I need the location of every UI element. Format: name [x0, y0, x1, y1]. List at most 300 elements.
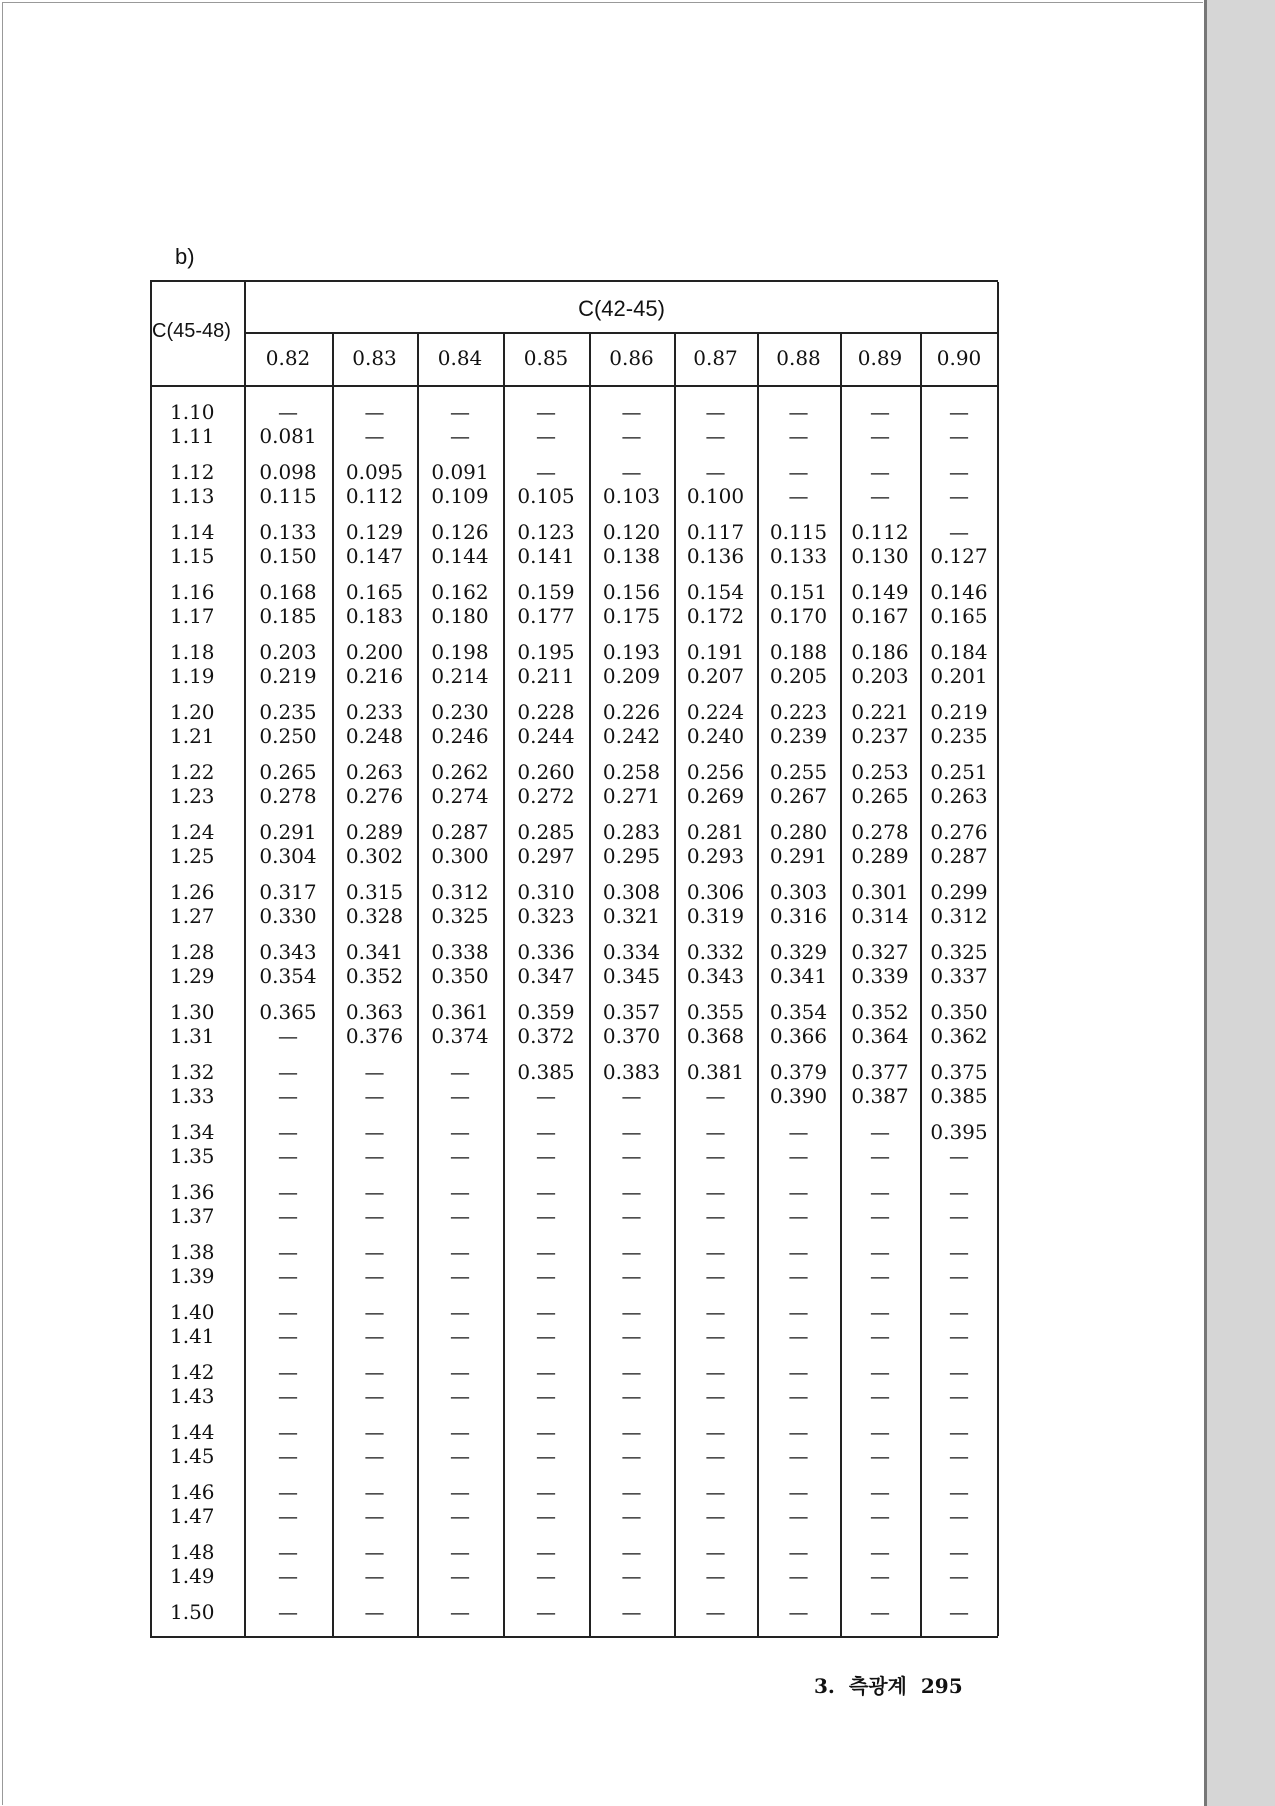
- table-cell: 0.150: [259, 544, 317, 568]
- table-cell: —: [949, 1264, 969, 1288]
- row-label: 1.47: [170, 1504, 215, 1528]
- table-cell: 0.291: [769, 844, 828, 868]
- table-cell: —: [949, 1504, 969, 1528]
- table-cell: 0.203: [259, 640, 317, 664]
- table-cell: —: [870, 1204, 890, 1228]
- table-cell: 0.316: [769, 904, 828, 928]
- table-cell: 0.310: [517, 880, 575, 904]
- table-cell: —: [364, 1204, 385, 1228]
- table-cell: 0.156: [602, 580, 661, 604]
- table-cell: —: [450, 1420, 470, 1444]
- table-cell: 0.246: [431, 724, 489, 748]
- table-cell: 0.081: [259, 424, 317, 448]
- table-cell: —: [621, 460, 642, 484]
- table-cell: 0.302: [345, 844, 404, 868]
- table-cell: —: [364, 1384, 385, 1408]
- table-cell: 0.364: [851, 1024, 909, 1048]
- table-cell: 0.098: [259, 460, 317, 484]
- table-cell: 0.312: [930, 904, 988, 928]
- table-cell: —: [621, 1264, 642, 1288]
- table-cell: —: [450, 1264, 470, 1288]
- table-cell: —: [788, 1420, 809, 1444]
- table-cell: —: [621, 1420, 642, 1444]
- table-cell: 0.352: [851, 1000, 909, 1024]
- row-label: 1.13: [170, 484, 215, 508]
- table-cell: 0.235: [259, 700, 317, 724]
- table-cell: 0.151: [769, 580, 828, 604]
- table-cell: —: [870, 484, 890, 508]
- table-cell: 0.283: [602, 820, 661, 844]
- table-cell: —: [278, 1264, 298, 1288]
- table-cell: 0.133: [259, 520, 317, 544]
- table-cell: —: [450, 1204, 470, 1228]
- table-cell: —: [278, 1204, 298, 1228]
- row-label: 1.25: [170, 844, 215, 868]
- table-cell: —: [870, 1540, 890, 1564]
- table-cell: —: [788, 1120, 809, 1144]
- table-cell: 0.345: [602, 964, 661, 988]
- table-cell: 0.170: [769, 604, 828, 628]
- page-footer: [814, 1670, 977, 1699]
- table-cell: 0.226: [602, 700, 661, 724]
- table-cell: —: [278, 1444, 298, 1468]
- table-cell: —: [705, 1264, 726, 1288]
- table-cell: —: [788, 460, 809, 484]
- row-label: 1.43: [170, 1384, 215, 1408]
- data-table: [150, 280, 998, 1638]
- table-cell: —: [621, 400, 642, 424]
- table-cell: —: [870, 1504, 890, 1528]
- table-cell: 0.370: [602, 1024, 661, 1048]
- table-cell: 0.255: [769, 760, 828, 784]
- table-cell: —: [621, 1300, 642, 1324]
- table-cell: 0.183: [345, 604, 404, 628]
- table-cell: 0.242: [602, 724, 661, 748]
- group-header: C(42-45): [578, 296, 665, 321]
- table-cell: 0.374: [431, 1024, 489, 1048]
- table-cell: —: [705, 1084, 726, 1108]
- table-cell: 0.314: [851, 904, 909, 928]
- table-cell: —: [705, 460, 726, 484]
- table-cell: 0.224: [686, 700, 745, 724]
- table-cell: 0.138: [602, 544, 661, 568]
- table-cell: 0.095: [345, 460, 404, 484]
- table-cell: —: [278, 1540, 298, 1564]
- table-cell: —: [949, 1480, 969, 1504]
- table-cell: —: [536, 1240, 556, 1264]
- column-header: 0.90: [936, 346, 982, 370]
- table-cell: 0.347: [517, 964, 575, 988]
- table-cell: 0.240: [686, 724, 745, 748]
- table-cell: —: [450, 1444, 470, 1468]
- table-cell: 0.285: [517, 820, 575, 844]
- table-cell: —: [788, 1600, 809, 1624]
- row-label: 1.11: [170, 424, 215, 448]
- table-cell: 0.390: [769, 1084, 828, 1108]
- table-cell: 0.281: [686, 820, 745, 844]
- table-cell: —: [870, 400, 890, 424]
- row-label: 1.18: [170, 640, 215, 664]
- table-cell: —: [621, 1180, 642, 1204]
- row-label: 1.42: [170, 1360, 215, 1384]
- table-cell: —: [278, 400, 298, 424]
- row-label: 1.29: [170, 964, 215, 988]
- table-cell: 0.237: [851, 724, 909, 748]
- row-label: 1.19: [170, 664, 215, 688]
- table-cell: 0.269: [686, 784, 745, 808]
- table-cell: 0.336: [517, 940, 575, 964]
- table-cell: —: [278, 1084, 298, 1108]
- table-cell: 0.291: [259, 820, 317, 844]
- table-cell: —: [364, 1600, 385, 1624]
- table-cell: 0.339: [851, 964, 909, 988]
- table-cell: 0.337: [930, 964, 988, 988]
- column-header: 0.86: [609, 346, 654, 370]
- row-label: 1.37: [170, 1204, 215, 1228]
- table-cell: —: [536, 1384, 556, 1408]
- row-label: 1.20: [170, 700, 215, 724]
- table-cell: —: [788, 1300, 809, 1324]
- table-cell: 0.377: [851, 1060, 909, 1084]
- table-cell: —: [278, 1240, 298, 1264]
- table-cell: —: [364, 424, 385, 448]
- table-cell: —: [705, 1360, 726, 1384]
- table-cell: 0.263: [345, 760, 404, 784]
- table-cell: —: [278, 1420, 298, 1444]
- table-cell: 0.303: [769, 880, 828, 904]
- table-cell: —: [788, 1504, 809, 1528]
- row-label: 1.27: [170, 904, 215, 928]
- table-cell: 0.334: [602, 940, 661, 964]
- table-cell: —: [621, 424, 642, 448]
- table-label: b): [175, 244, 195, 269]
- table-cell: 0.216: [345, 664, 404, 688]
- table-cell: 0.203: [851, 664, 909, 688]
- table-cell: —: [536, 1504, 556, 1528]
- table-cell: 0.276: [345, 784, 404, 808]
- table-cell: 0.100: [686, 484, 745, 508]
- table-border: [150, 282, 152, 1636]
- page-edge-scrollbar: [1204, 0, 1275, 1806]
- table-cell: 0.115: [259, 484, 317, 508]
- table-cell: 0.188: [769, 640, 828, 664]
- row-label: 1.31: [170, 1024, 215, 1048]
- table-cell: —: [870, 1360, 890, 1384]
- table-cell: 0.325: [930, 940, 988, 964]
- table-cell: —: [705, 1600, 726, 1624]
- table-cell: 0.180: [431, 604, 489, 628]
- table-cell: —: [949, 520, 969, 544]
- table-cell: 0.146: [930, 580, 988, 604]
- table-cell: —: [870, 1240, 890, 1264]
- table-cell: —: [870, 1324, 890, 1348]
- table-cell: —: [870, 1384, 890, 1408]
- table-cell: —: [788, 1144, 809, 1168]
- table-cell: 0.112: [345, 484, 404, 508]
- row-label: 1.15: [170, 544, 215, 568]
- table-cell: —: [705, 424, 726, 448]
- table-cell: —: [450, 1240, 470, 1264]
- table-cell: 0.332: [686, 940, 745, 964]
- table-cell: 0.267: [769, 784, 828, 808]
- table-cell: —: [870, 1264, 890, 1288]
- table-cell: —: [788, 1180, 809, 1204]
- table-cell: 0.359: [517, 1000, 575, 1024]
- table-cell: 0.357: [602, 1000, 661, 1024]
- table-cell: —: [949, 1444, 969, 1468]
- table-cell: —: [788, 1204, 809, 1228]
- table-cell: —: [278, 1300, 298, 1324]
- table-cell: 0.191: [686, 640, 745, 664]
- table-cell: —: [450, 1120, 470, 1144]
- table-cell: 0.328: [345, 904, 404, 928]
- table-cell: —: [788, 1360, 809, 1384]
- table-cell: 0.343: [259, 940, 317, 964]
- table-cell: —: [278, 1060, 298, 1084]
- table-cell: —: [278, 1564, 298, 1588]
- row-label: 1.24: [170, 820, 215, 844]
- table-cell: —: [705, 1384, 726, 1408]
- table-cell: 0.343: [686, 964, 745, 988]
- table-cell: —: [278, 1144, 298, 1168]
- table-cell: 0.253: [851, 760, 909, 784]
- table-cell: —: [705, 1240, 726, 1264]
- table-cell: —: [278, 1024, 298, 1048]
- table-cell: 0.354: [769, 1000, 828, 1024]
- row-label: 1.36: [170, 1180, 215, 1204]
- table-cell: 0.280: [769, 820, 828, 844]
- table-cell: —: [450, 1360, 470, 1384]
- column-header: 0.84: [437, 346, 483, 370]
- table-cell: 0.200: [345, 640, 404, 664]
- table-cell: 0.256: [686, 760, 745, 784]
- table-cell: 0.387: [851, 1084, 909, 1108]
- table-cell: 0.368: [686, 1024, 745, 1048]
- table-cell: —: [364, 400, 385, 424]
- table-cell: —: [536, 1420, 556, 1444]
- table-cell: 0.272: [517, 784, 575, 808]
- table-cell: 0.186: [851, 640, 909, 664]
- table-cell: —: [621, 1144, 642, 1168]
- table-cell: —: [870, 1600, 890, 1624]
- table-cell: 0.233: [345, 700, 404, 724]
- table-cell: 0.323: [517, 904, 575, 928]
- table-cell: 0.177: [517, 604, 575, 628]
- table-cell: 0.251: [930, 760, 988, 784]
- table-cell: —: [278, 1600, 298, 1624]
- table-cell: —: [536, 400, 556, 424]
- table-cell: 0.301: [851, 880, 909, 904]
- table-cell: 0.363: [345, 1000, 404, 1024]
- table-cell: 0.383: [602, 1060, 661, 1084]
- table-cell: 0.325: [431, 904, 489, 928]
- table-cell: —: [949, 1360, 969, 1384]
- table-cell: 0.123: [517, 520, 575, 544]
- table-cell: 0.117: [686, 520, 745, 544]
- table-cell: 0.165: [930, 604, 988, 628]
- table-cell: —: [705, 1444, 726, 1468]
- table-cell: 0.330: [259, 904, 317, 928]
- table-cell: 0.147: [345, 544, 404, 568]
- column-header: 0.83: [352, 346, 397, 370]
- table-cell: 0.327: [851, 940, 909, 964]
- table-cell: 0.129: [345, 520, 404, 544]
- table-cell: 0.372: [517, 1024, 575, 1048]
- table-cell: —: [788, 1480, 809, 1504]
- table-cell: 0.244: [517, 724, 575, 748]
- row-label: 1.30: [170, 1000, 215, 1024]
- table-cell: 0.260: [517, 760, 575, 784]
- table-cell: —: [278, 1120, 298, 1144]
- table-cell: —: [788, 1564, 809, 1588]
- table-cell: 0.366: [769, 1024, 828, 1048]
- table-cell: —: [705, 1144, 726, 1168]
- table-cell: —: [788, 400, 809, 424]
- table-cell: —: [536, 1564, 556, 1588]
- table-cell: 0.109: [431, 484, 489, 508]
- table-cell: 0.120: [602, 520, 661, 544]
- table-cell: —: [949, 1204, 969, 1228]
- row-label: 1.41: [170, 1324, 215, 1348]
- row-label: 1.44: [170, 1420, 215, 1444]
- table-cell: —: [621, 1600, 642, 1624]
- table-cell: 0.317: [259, 880, 317, 904]
- table-cell: 0.287: [930, 844, 988, 868]
- table-cell: 0.306: [686, 880, 745, 904]
- table-cell: —: [949, 1144, 969, 1168]
- table-cell: —: [949, 1384, 969, 1408]
- table-cell: —: [949, 400, 969, 424]
- row-label: 1.22: [170, 760, 215, 784]
- table-cell: —: [705, 1324, 726, 1348]
- table-cell: 0.379: [769, 1060, 828, 1084]
- table-cell: —: [949, 1420, 969, 1444]
- table-cell: 0.395: [930, 1120, 988, 1144]
- table-cell: —: [621, 1324, 642, 1348]
- table-cell: 0.239: [769, 724, 828, 748]
- table-cell: —: [364, 1060, 385, 1084]
- row-label: 1.39: [170, 1264, 215, 1288]
- table-cell: —: [278, 1504, 298, 1528]
- table-cell: —: [870, 1300, 890, 1324]
- table-cell: 0.175: [602, 604, 661, 628]
- table-cell: —: [788, 1444, 809, 1468]
- table-cell: —: [870, 460, 890, 484]
- table-cell: —: [364, 1420, 385, 1444]
- table-cell: —: [536, 1360, 556, 1384]
- table-cell: 0.159: [517, 580, 575, 604]
- table-cell: —: [450, 1540, 470, 1564]
- table-cell: —: [364, 1120, 385, 1144]
- column-header: 0.87: [693, 346, 738, 370]
- table-cell: 0.115: [769, 520, 828, 544]
- row-label: 1.32: [170, 1060, 215, 1084]
- table-cell: —: [278, 1384, 298, 1408]
- table-cell: —: [870, 1444, 890, 1468]
- table-cell: 0.329: [769, 940, 828, 964]
- table-cell: 0.362: [930, 1024, 988, 1048]
- table-cell: —: [364, 1240, 385, 1264]
- table-cell: 0.315: [345, 880, 404, 904]
- table-cell: 0.304: [259, 844, 317, 868]
- table-cell: 0.207: [686, 664, 745, 688]
- table-cell: 0.130: [851, 544, 909, 568]
- row-label: 1.14: [170, 520, 215, 544]
- table-cell: —: [450, 424, 470, 448]
- table-cell: —: [788, 1384, 809, 1408]
- row-label: 1.50: [170, 1600, 215, 1624]
- table-cell: 0.184: [930, 640, 988, 664]
- table-cell: —: [949, 484, 969, 508]
- table-cell: 0.276: [930, 820, 988, 844]
- table-cell: —: [450, 1480, 470, 1504]
- table-cell: 0.297: [517, 844, 575, 868]
- table-cell: 0.289: [345, 820, 404, 844]
- row-label: 1.45: [170, 1444, 215, 1468]
- table-cell: 0.185: [259, 604, 317, 628]
- table-cell: 0.219: [259, 664, 317, 688]
- table-cell: 0.376: [345, 1024, 404, 1048]
- table-cell: 0.126: [431, 520, 489, 544]
- header-bottom-divider: [150, 385, 998, 387]
- table-cell: —: [870, 1180, 890, 1204]
- table-cell: —: [536, 1540, 556, 1564]
- table-cell: 0.167: [851, 604, 909, 628]
- table-cell: —: [621, 1444, 642, 1468]
- table-cell: —: [705, 1180, 726, 1204]
- table-cell: —: [278, 1324, 298, 1348]
- table-cell: 0.172: [686, 604, 745, 628]
- table-cell: 0.205: [769, 664, 828, 688]
- footer-title: 측광계: [848, 1674, 907, 1698]
- table-cell: —: [364, 1324, 385, 1348]
- table-cell: —: [949, 1600, 969, 1624]
- table-cell: 0.361: [431, 1000, 489, 1024]
- row-label: 1.17: [170, 604, 215, 628]
- table-cell: 0.350: [431, 964, 489, 988]
- table-cell: 0.209: [602, 664, 661, 688]
- stub-header: C(45-48): [152, 320, 231, 342]
- table-cell: —: [278, 1360, 298, 1384]
- column-header: 0.88: [776, 346, 821, 370]
- table-cell: —: [364, 1084, 385, 1108]
- table-cell: —: [870, 1120, 890, 1144]
- table-cell: —: [870, 424, 890, 448]
- table-cell: 0.293: [686, 844, 745, 868]
- table-cell: —: [705, 1420, 726, 1444]
- table-cell: —: [364, 1180, 385, 1204]
- table-cell: —: [705, 1540, 726, 1564]
- table-cell: 0.338: [431, 940, 489, 964]
- table-cell: —: [621, 1084, 642, 1108]
- table-cell: —: [450, 1564, 470, 1588]
- table-cell: —: [949, 424, 969, 448]
- table-cell: —: [705, 1300, 726, 1324]
- table-cell: —: [949, 1564, 969, 1588]
- table-cell: 0.300: [431, 844, 489, 868]
- table-cell: 0.263: [930, 784, 988, 808]
- table-cell: —: [364, 1564, 385, 1588]
- table-cell: 0.198: [431, 640, 489, 664]
- table-cell: —: [536, 1084, 556, 1108]
- table-cell: —: [870, 1420, 890, 1444]
- table-cell: —: [278, 1180, 298, 1204]
- table-cell: 0.105: [517, 484, 575, 508]
- table-cell: —: [536, 1600, 556, 1624]
- table-cell: 0.287: [431, 820, 489, 844]
- row-label: 1.46: [170, 1480, 215, 1504]
- table-cell: 0.136: [686, 544, 745, 568]
